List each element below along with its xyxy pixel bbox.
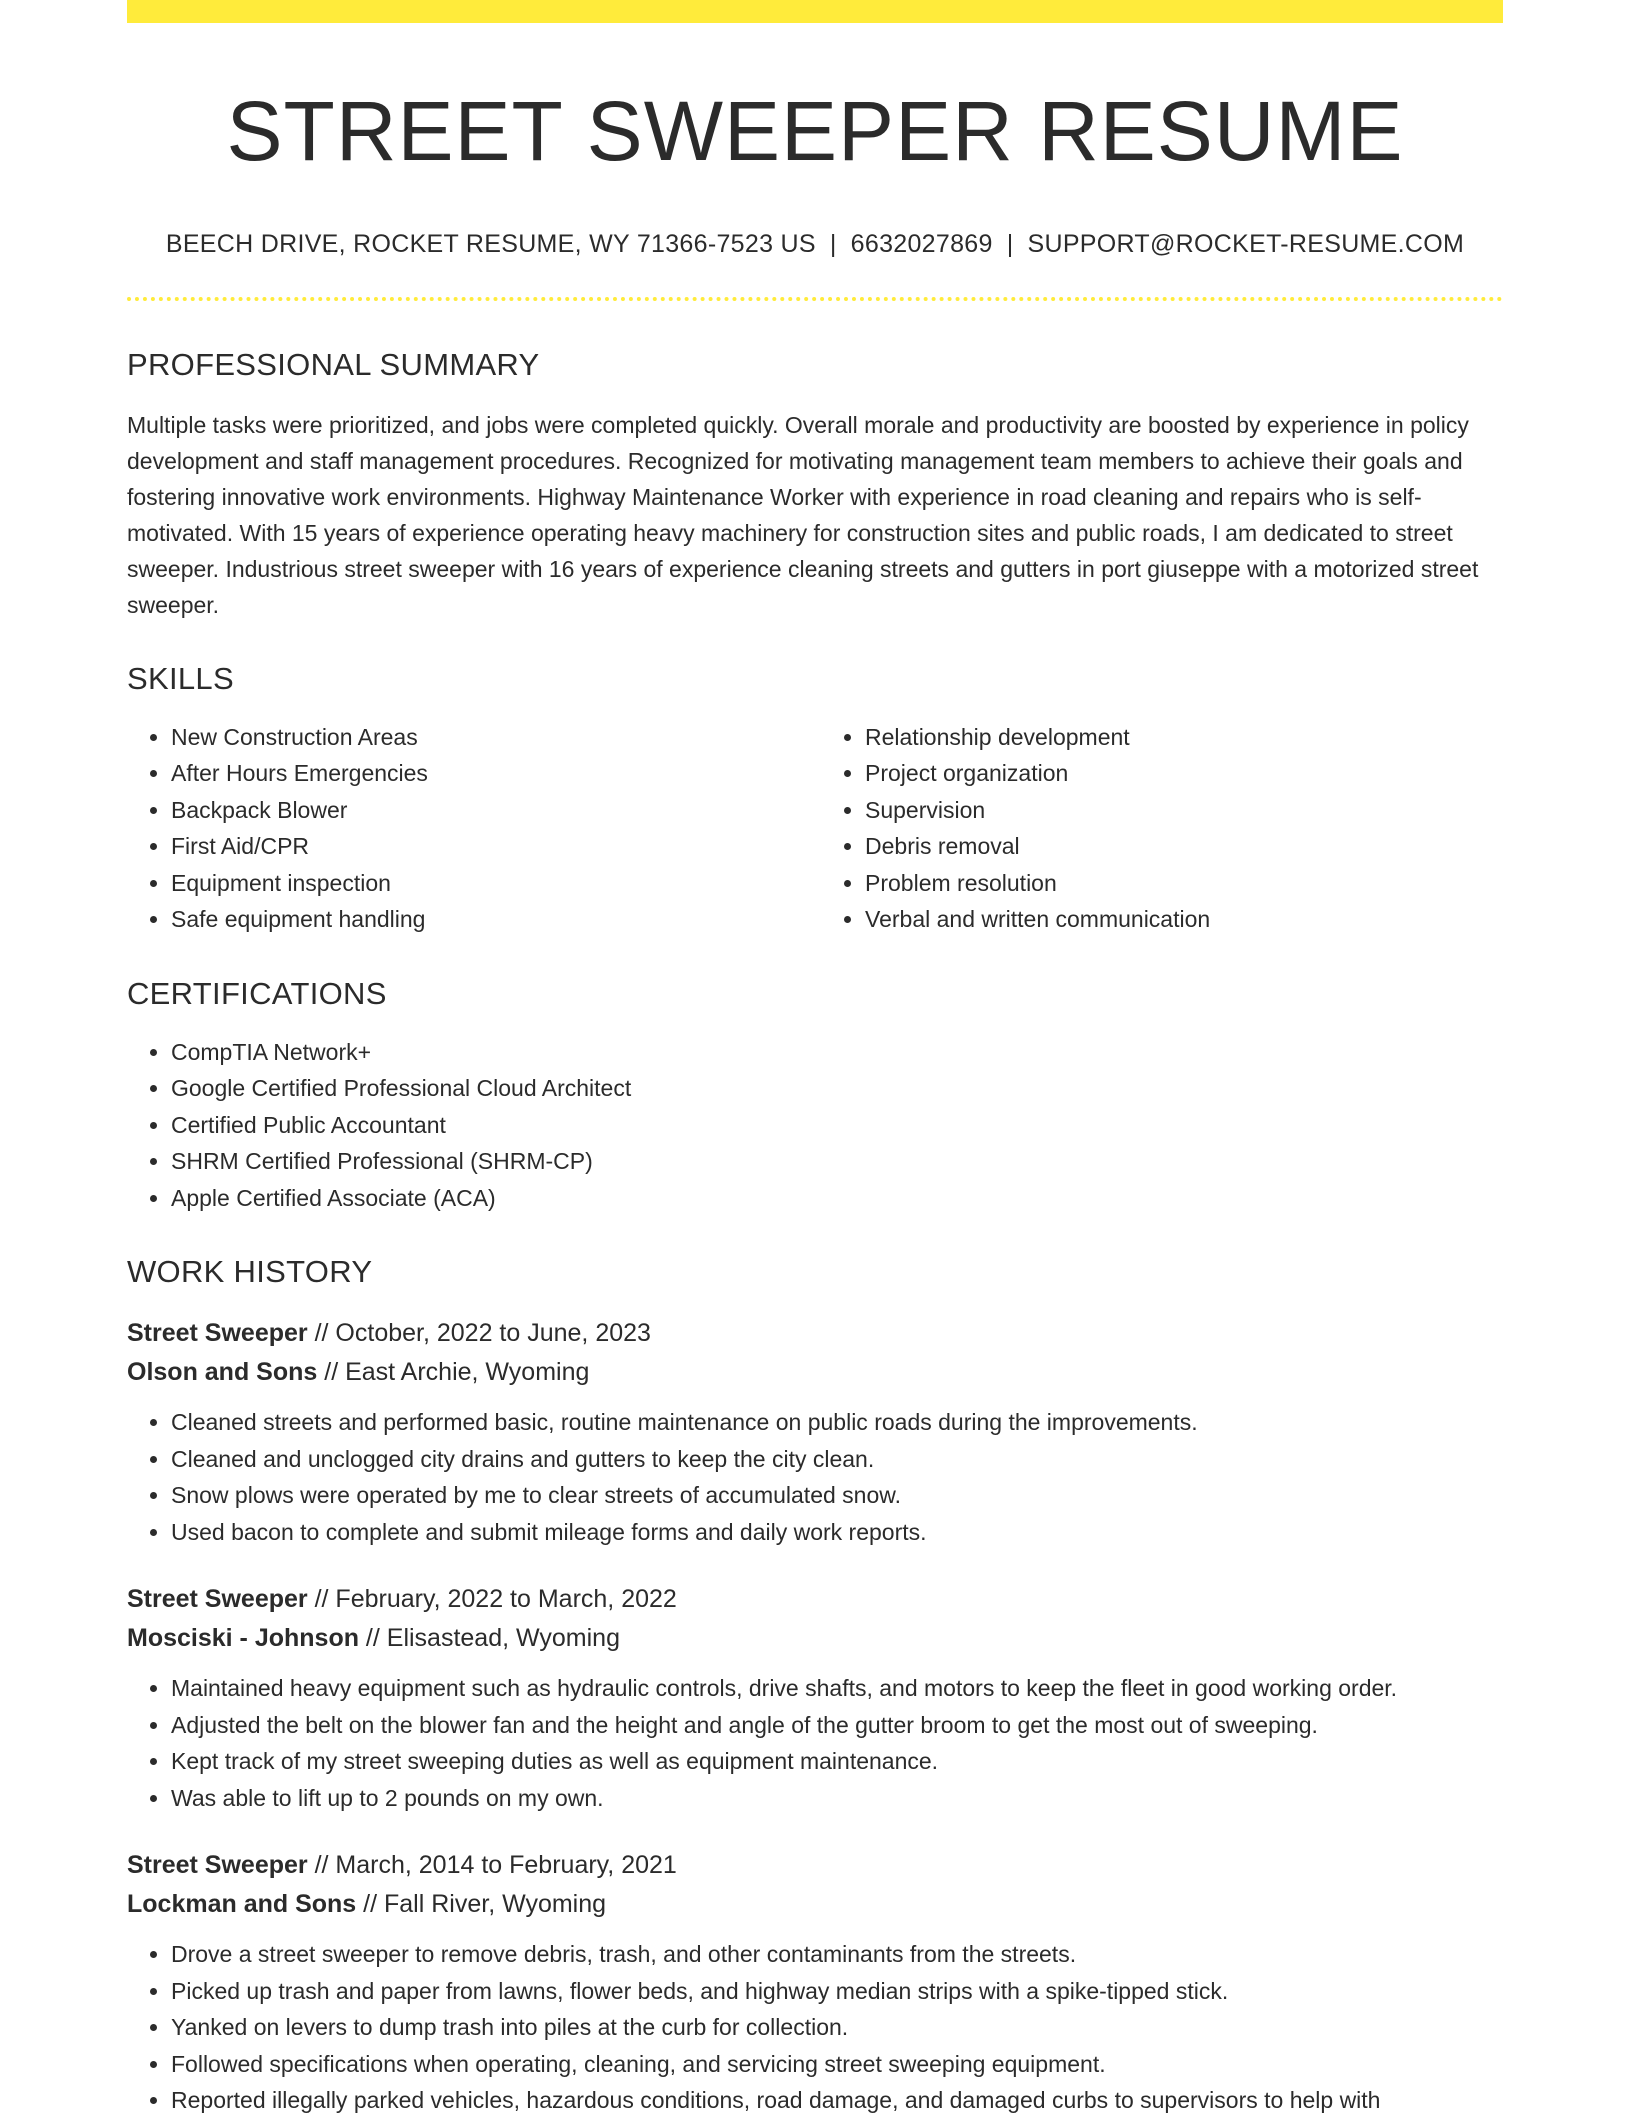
skill-item: • First Aid/CPR — [171, 828, 815, 865]
certification-item: • CompTIA Network+ — [171, 1034, 1503, 1071]
skill-item: • Backpack Blower — [171, 792, 815, 829]
job-entry — [127, 1846, 1503, 2119]
dotted-divider — [127, 297, 1503, 301]
job-entry — [127, 1314, 1503, 1550]
job-title-line — [127, 1314, 1503, 1353]
job-dates: // February, 2022 to March, 2022 — [307, 1585, 677, 1614]
skill-item: • Equipment inspection — [171, 865, 815, 902]
skill-item: • Project organization — [865, 755, 1503, 792]
job-title-line — [127, 1580, 1503, 1619]
job-company-line — [127, 1619, 1503, 1658]
job-company-line — [127, 1885, 1503, 1924]
job-duty: • Followed specifications when operating, cleaning, and servicing street sweeping equipment. — [171, 2046, 1503, 2083]
job-title: Street Sweeper — [127, 1585, 308, 1614]
skills-list-right — [815, 719, 1503, 938]
work-history-section — [127, 1254, 1503, 2119]
skill-item: • Debris removal — [865, 828, 1503, 865]
contact-separator: | — [829, 229, 837, 258]
job-duty: • Used bacon to complete and submit mileage forms and daily work reports. — [171, 1514, 1503, 1551]
job-company-line — [127, 1353, 1503, 1392]
job-location: // Elisastead, Wyoming — [358, 1624, 620, 1653]
job-title: Street Sweeper — [127, 1851, 308, 1880]
certification-item: • Google Certified Professional Cloud Architect — [171, 1070, 1503, 1107]
summary-text: Multiple tasks were prioritized, and jobs were completed quickly. Overall morale and productivity are boosted by experience in policy development and staff management procedures. Recognized for motivating management team members to achieve their goals and fostering innovative work environments. Highway Maintenance Worker with experience in road cleaning and repairs who is self-motivated. With 15 years of experience operating heavy machinery for construction sites and public roads, I am dedicated to street sweeper. Industrious street sweeper with 16 years of experience cleaning streets and gutters in port giuseppe with a motorized street sweeper. — [127, 411, 1479, 618]
skill-item: • Verbal and written communication — [865, 901, 1503, 938]
skill-item: • Problem resolution — [865, 865, 1503, 902]
job-location: // East Archie, Wyoming — [317, 1358, 590, 1387]
job-duty: • Kept track of my street sweeping duties as well as equipment maintenance. — [171, 1743, 1503, 1780]
job-title-line — [127, 1846, 1503, 1885]
job-duty: • Adjusted the belt on the blower fan and the height and angle of the gutter broom to get the most out of sweeping. — [171, 1707, 1503, 1744]
job-dates: // October, 2022 to June, 2023 — [307, 1319, 651, 1348]
job-dates: // March, 2014 to February, 2021 — [307, 1851, 677, 1880]
contact-email: SUPPORT@ROCKET-RESUME.COM — [1027, 229, 1465, 258]
job-company: Mosciski - Johnson — [127, 1624, 359, 1653]
job-duty: • Picked up trash and paper from lawns, flower beds, and highway median strips with a spike-tipped stick. — [171, 1973, 1503, 2010]
contact-line — [127, 230, 1503, 259]
skill-item: • After Hours Emergencies — [171, 755, 815, 792]
job-entry — [127, 1580, 1503, 1816]
job-duty: • Drove a street sweeper to remove debris, trash, and other contaminants from the streets. — [171, 1936, 1503, 1973]
job-company: Lockman and Sons — [127, 1890, 357, 1919]
job-company: Olson and Sons — [127, 1358, 318, 1387]
skill-item: • Relationship development — [865, 719, 1503, 756]
job-duties — [127, 1670, 1503, 1816]
certification-item: • Apple Certified Associate (ACA) — [171, 1180, 1503, 1217]
contact-address: BEECH DRIVE, ROCKET RESUME, WY 71366-7523 US — [165, 229, 816, 258]
summary-section — [127, 347, 1503, 623]
job-duty: • Maintained heavy equipment such as hydraulic controls, drive shafts, and motors to keep the fleet in good working order. — [171, 1670, 1503, 1707]
work-history-heading: WORK HISTORY — [127, 1254, 373, 1290]
skill-item: • New Construction Areas — [171, 719, 815, 756]
job-duties — [127, 1936, 1503, 2119]
skills-grid — [127, 719, 1503, 938]
certifications-list — [127, 1034, 1503, 1217]
skills-list-left — [127, 719, 815, 938]
job-title: Street Sweeper — [127, 1319, 308, 1348]
contact-phone: 6632027869 — [850, 229, 993, 258]
job-location: // Fall River, Wyoming — [356, 1890, 607, 1919]
skills-heading: SKILLS — [127, 660, 234, 696]
resume-page — [127, 0, 1503, 2119]
certification-item: • SHRM Certified Professional (SHRM-CP) — [171, 1143, 1503, 1180]
job-duty: • Reported illegally parked vehicles, hazardous conditions, road damage, and damaged curbs to supervisors to help with — [171, 2082, 1503, 2119]
job-duty: • Snow plows were operated by me to clear streets of accumulated snow. — [171, 1477, 1503, 1514]
contact-separator: | — [1006, 229, 1014, 258]
job-duty: • Cleaned streets and performed basic, routine maintenance on public roads during the improvements. — [171, 1404, 1503, 1441]
job-duty: • Yanked on levers to dump trash into piles at the curb for collection. — [171, 2009, 1503, 2046]
job-duty: • Cleaned and unclogged city drains and gutters to keep the city clean. — [171, 1441, 1503, 1478]
certifications-section — [127, 976, 1503, 1217]
skill-item: • Safe equipment handling — [171, 901, 815, 938]
accent-bar — [127, 0, 1503, 23]
resume-title: STREET SWEEPER RESUME — [226, 84, 1404, 178]
certification-item: • Certified Public Accountant — [171, 1107, 1503, 1144]
summary-heading: PROFESSIONAL SUMMARY — [127, 346, 540, 382]
job-duty: • Was able to lift up to 2 pounds on my own. — [171, 1780, 1503, 1817]
skills-section — [127, 661, 1503, 938]
skill-item: • Supervision — [865, 792, 1503, 829]
job-duties — [127, 1404, 1503, 1550]
certifications-heading: CERTIFICATIONS — [127, 975, 387, 1011]
